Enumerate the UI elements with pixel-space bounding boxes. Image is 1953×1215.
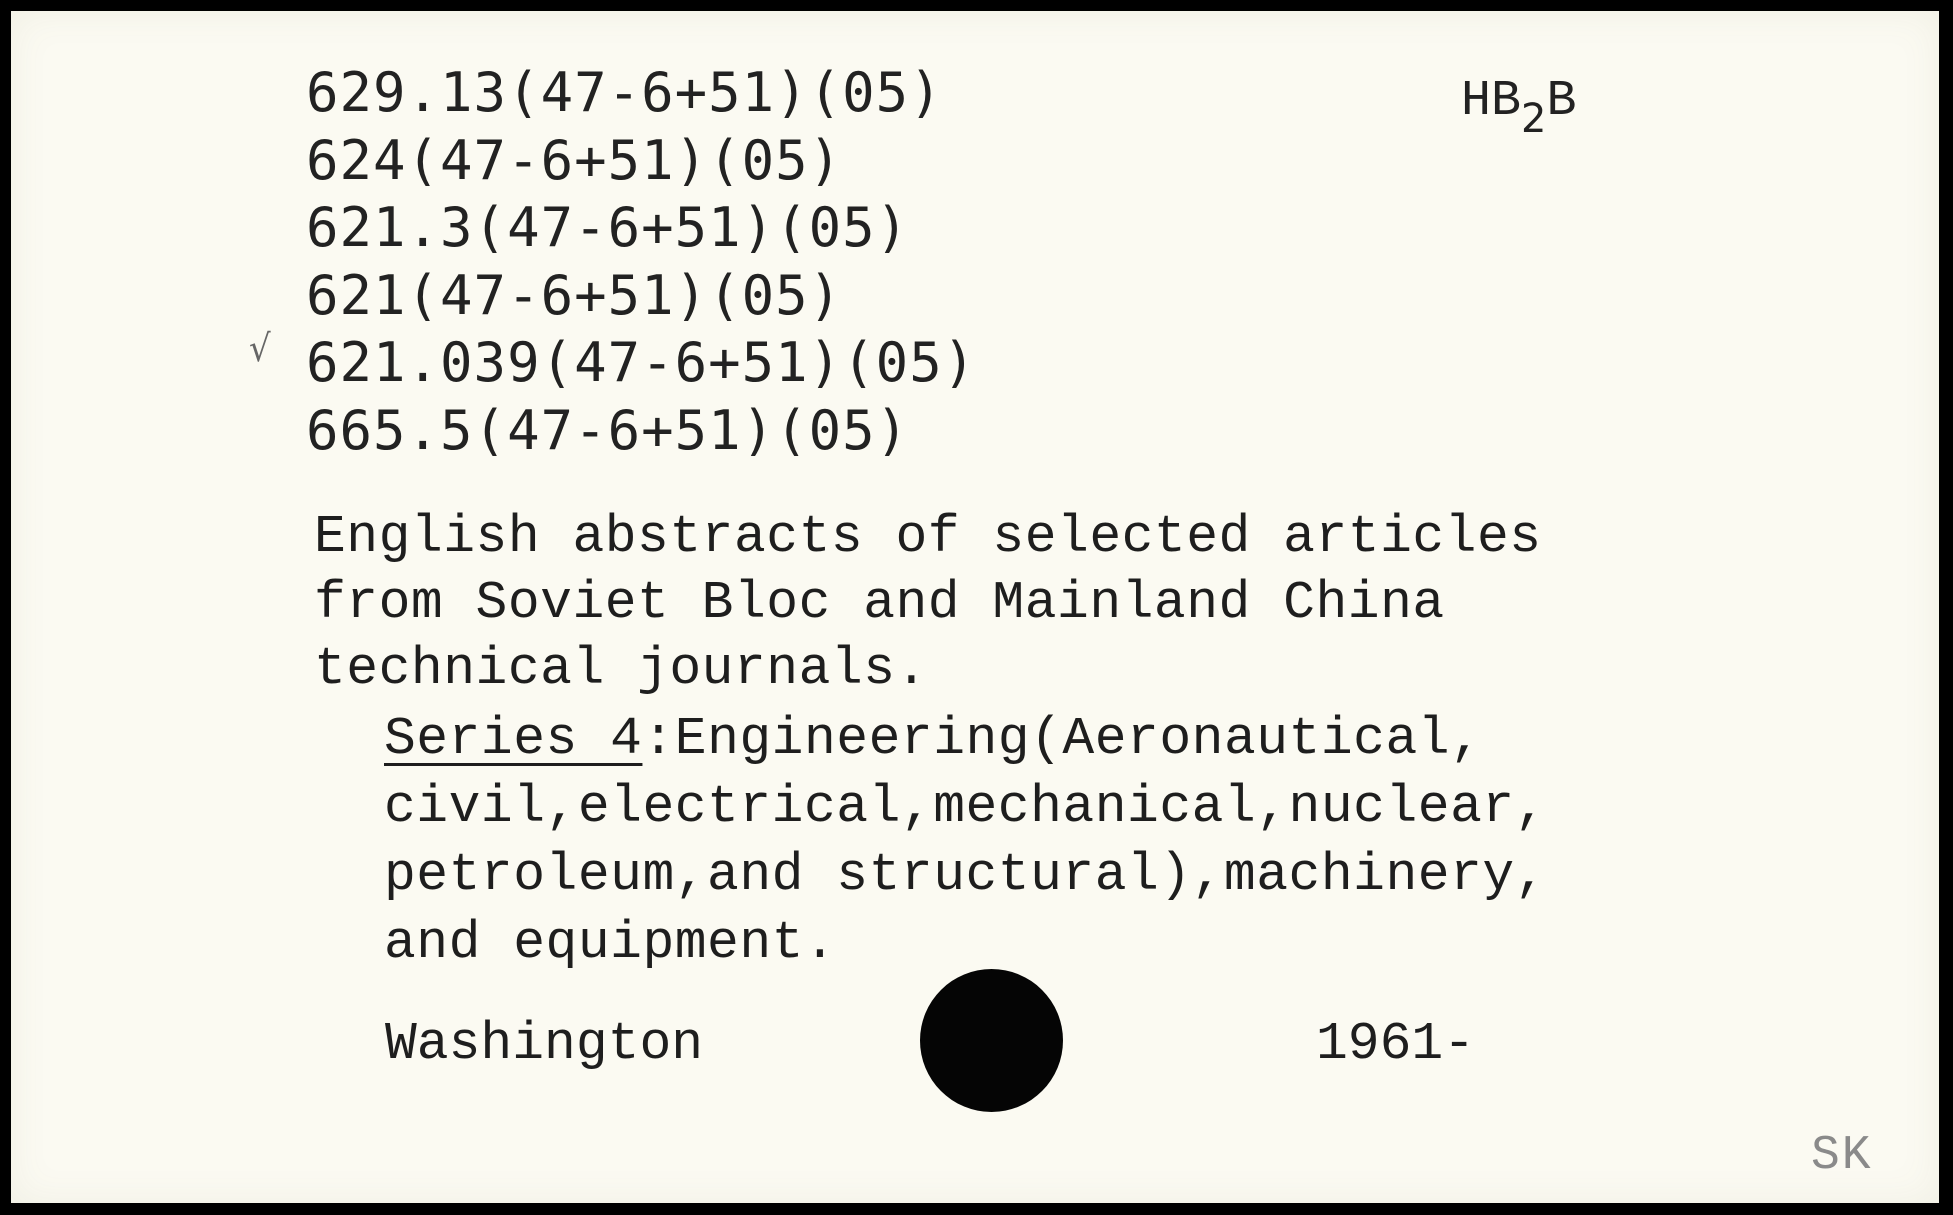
- series-label: Series 4: [384, 709, 643, 769]
- imprint-date: 1961-: [1316, 1014, 1476, 1074]
- classification-numbers: [306, 59, 976, 464]
- classification-number: 621(47-6+51)(05): [306, 263, 843, 327]
- location-code-prefix: HB: [1461, 73, 1522, 130]
- check-mark-icon: √: [249, 327, 271, 371]
- location-code-suffix: B: [1546, 73, 1577, 130]
- classification-number: 665.5(47-6+51)(05): [306, 398, 910, 462]
- series-line: petroleum,and structural),machinery,: [384, 845, 1547, 905]
- series-first-line-rest: :Engineering(Aeronautical,: [642, 709, 1483, 769]
- series-first-line: [384, 705, 1547, 773]
- location-code-subscript: 2: [1521, 96, 1547, 142]
- title-block: [314, 504, 1542, 702]
- classification-number: 624(47-6+51)(05): [306, 128, 843, 192]
- catalog-card: [11, 11, 1939, 1203]
- cataloger-initials: SK: [1811, 1129, 1873, 1183]
- punch-hole: [920, 969, 1063, 1112]
- classification-number: 629.13(47-6+51)(05): [306, 61, 943, 124]
- imprint-place: Washington: [385, 1014, 704, 1074]
- title-line: from Soviet Bloc and Mainland China: [314, 573, 1445, 633]
- classification-number: 621.039(47-6+51)(05): [306, 331, 977, 394]
- series-line: and equipment.: [384, 913, 837, 973]
- series-line: civil,electrical,mechanical,nuclear,: [384, 777, 1547, 837]
- title-line: technical journals.: [314, 639, 928, 699]
- classification-number: 621.3(47-6+51)(05): [306, 196, 910, 259]
- title-line: English abstracts of selected articles: [314, 507, 1542, 567]
- series-statement: [384, 705, 1547, 977]
- location-code: [1461, 73, 1577, 142]
